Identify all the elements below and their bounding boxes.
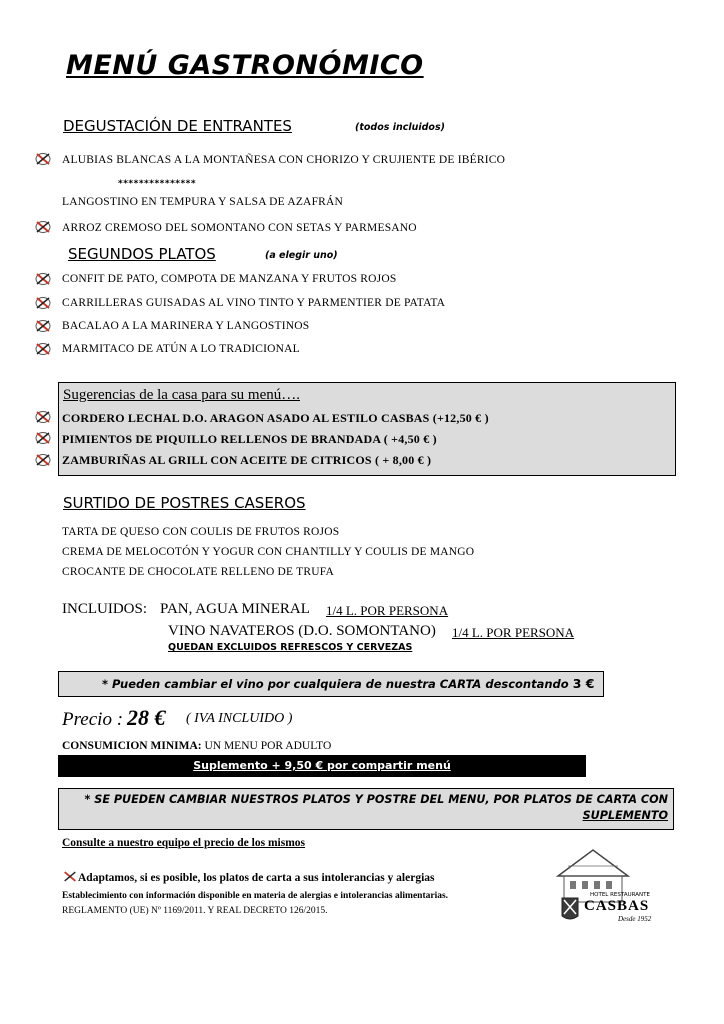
entrante-item: ARROZ CREMOSO DEL SOMONTANO CON SETAS Y PARMESANO: [62, 222, 417, 234]
cross-icon: [62, 870, 78, 883]
allergy-line1: Adaptamos, si es posible, los platos de carta a sus intolerancias y alergias: [78, 872, 435, 884]
price-amount: 28 €: [127, 705, 166, 730]
incluidos-line1-qty: 1/4 L. POR PERSONA: [326, 603, 449, 618]
price-vat: ( IVA INCLUIDO ): [186, 711, 293, 726]
logo-since: Desde 1952: [618, 915, 652, 923]
postre-item: TARTA DE QUESO CON COULIS DE FRUTOS ROJOS: [62, 526, 340, 538]
cross-icon: [34, 272, 52, 286]
incluidos-line2-qty: 1/4 L. POR PERSONA: [452, 625, 575, 640]
change-note-line1: * SE PUEDEN CAMBIAR NUESTROS PLATOS Y POSTRE DEL MENU, POR PLATOS DE CARTA CON: [84, 793, 668, 806]
page-title: MENÚ GASTRONÓMICO: [66, 50, 424, 81]
segundo-item: CARRILLERAS GUISADAS AL VINO TINTO Y PARMENTIER DE PATATA: [62, 297, 446, 309]
entrantes-heading: DEGUSTACIÓN DE ENTRANTES: [63, 117, 292, 135]
incluidos-label: INCLUIDOS:: [62, 601, 147, 617]
segundo-item: BACALAO A LA MARINERA Y LANGOSTINOS: [62, 320, 310, 332]
entrantes-note: (todos incluidos): [355, 122, 445, 133]
change-note-line2: SUPLEMENTO: [582, 809, 668, 822]
postres-heading: SURTIDO DE POSTRES CASEROS: [63, 494, 306, 512]
cross-icon: [34, 319, 52, 333]
allergy-line2: Establecimiento con información disponible en materia de alergias e intolerancias alimentarias.: [62, 891, 449, 901]
sugerencia-item: PIMIENTOS DE PIQUILLO RELLENOS DE BRANDADA ( +4,50 € ): [62, 432, 437, 446]
postre-item: CREMA DE MELOCOTÓN Y YOGUR CON CHANTILLY Y COULIS DE MANGO: [62, 546, 475, 558]
excluded-note: QUEDAN EXCLUIDOS REFRESCOS Y CERVEZAS: [168, 642, 413, 653]
consulte-note: Consulte a nuestro equipo el precio de los mismos: [62, 837, 306, 849]
sugerencia-item: ZAMBURIÑAS AL GRILL CON ACEITE DE CITRICOS ( + 8,00 € ): [62, 453, 432, 467]
price-label: Precio :: [62, 709, 124, 730]
suplemento-text: Suplemento + 9,50 € por compartir menú: [193, 759, 451, 772]
segundo-item: MARMITACO DE ATÚN A LO TRADICIONAL: [62, 343, 300, 355]
incluidos-line2: VINO NAVATEROS (D.O. SOMONTANO): [168, 623, 436, 639]
logo-name: CASBAS: [584, 898, 650, 914]
cross-icon: [34, 431, 52, 445]
cross-icon: [34, 152, 52, 166]
incluidos-line1: PAN, AGUA MINERAL: [160, 601, 310, 617]
entrante-item: ALUBIAS BLANCAS A LA MONTAÑESA CON CHORIZO Y CRUJIENTE DE IBÉRICO: [62, 154, 506, 166]
allergy-line3: REGLAMENTO (UE) Nº 1169/2011. Y REAL DECRETO 126/2015.: [62, 906, 328, 916]
hotel-logo: [548, 846, 666, 926]
separator: ***************: [118, 179, 197, 189]
segundos-note: (a elegir uno): [265, 250, 338, 261]
logo-top-text: HOTEL RESTAURANTE: [590, 892, 650, 898]
wine-note: * Pueden cambiar el vino por cualquiera de nuestra CARTA descontando 3 €: [102, 676, 595, 691]
cross-icon: [34, 296, 52, 310]
entrante-item: LANGOSTINO EN TEMPURA Y SALSA DE AZAFRÁN: [62, 196, 344, 208]
cross-icon: [34, 342, 52, 356]
segundos-heading: SEGUNDOS PLATOS: [68, 245, 216, 263]
sugerencia-item: CORDERO LECHAL D.O. ARAGON ASADO AL ESTILO CASBAS (+12,50 € ): [62, 411, 489, 425]
cross-icon: [34, 453, 52, 467]
segundo-item: CONFIT DE PATO, COMPOTA DE MANZANA Y FRUTOS ROJOS: [62, 273, 397, 285]
minimum-line: CONSUMICION MINIMA: UN MENU POR ADULTO: [62, 740, 332, 752]
cross-icon: [34, 410, 52, 424]
sugerencias-heading: Sugerencias de la casa para su menú….: [63, 387, 300, 403]
postre-item: CROCANTE DE CHOCOLATE RELLENO DE TRUFA: [62, 566, 334, 578]
cross-icon: [34, 220, 52, 234]
